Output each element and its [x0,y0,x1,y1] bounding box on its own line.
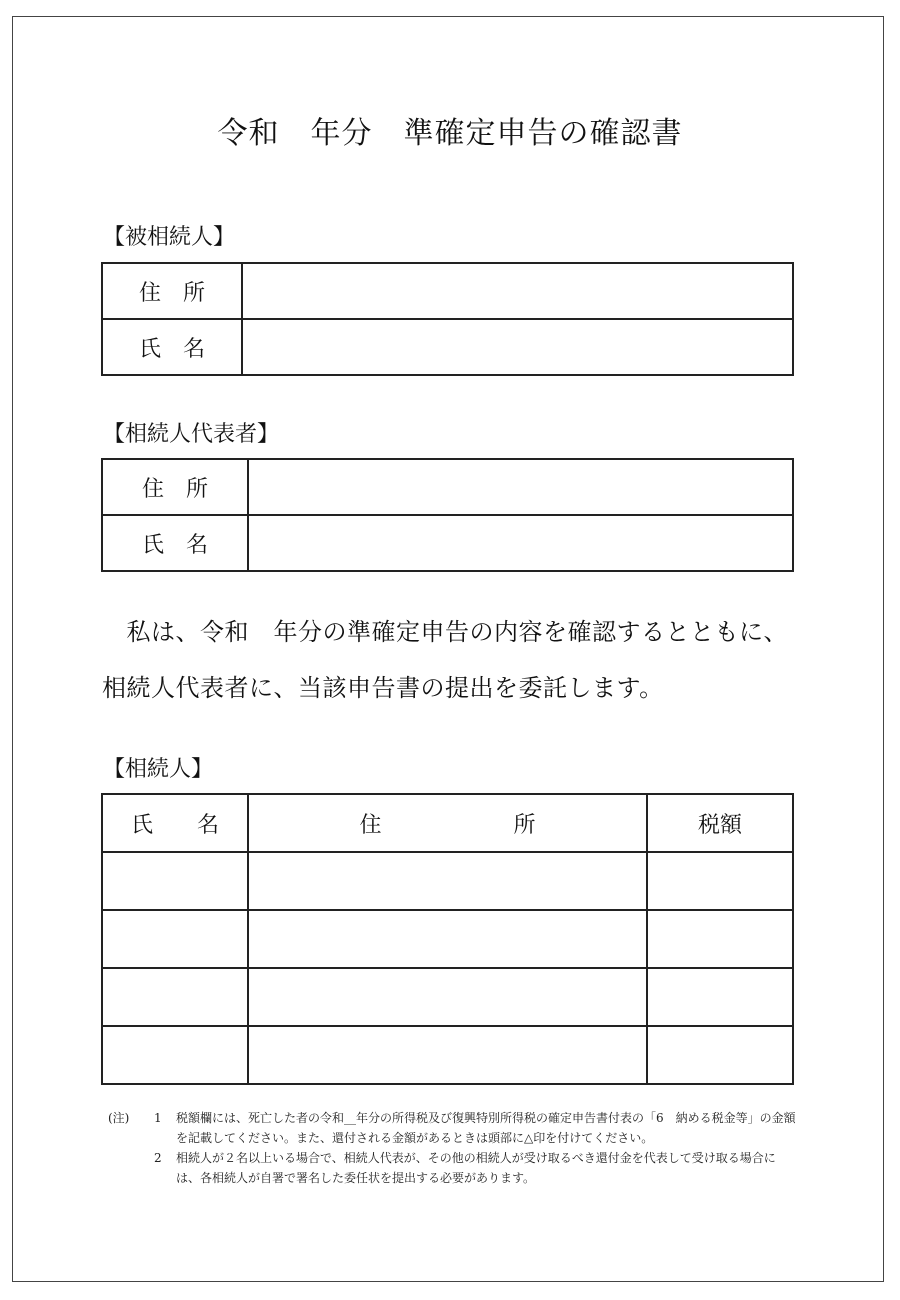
heirs-heading: 【相続人】 [103,757,214,782]
heir-address-cell[interactable] [248,968,647,1026]
decedent-address-field[interactable] [242,263,793,319]
decedent-address-row [102,263,793,319]
heirs-header-row [102,794,793,852]
statement-line-1: 私は、令和 年分の準確定申告の内容を確認するとともに、 [102,618,788,646]
heirs-name-header: 氏 名 [102,794,248,852]
decedent-name-label: 氏 名 [102,319,242,375]
statement-line-2: 相続人代表者に、当該申告書の提出を委託します。 [102,674,664,702]
representative-address-row [102,459,793,515]
decedent-name-row [102,319,793,375]
heir-tax-cell[interactable] [647,968,793,1026]
heirs-table [101,793,794,1085]
representative-name-row [102,515,793,571]
heirs-tax-header: 税額 [647,794,793,852]
note-item [108,1148,798,1188]
note-text: 相続人が２名以上いる場合で、相続人代表が、その他の相続人が受け取るべき還付金を代表して受け取る場合には、各相続人が自署で署名した委任状を提出する必要があります。 [176,1151,776,1185]
heir-tax-cell[interactable] [647,852,793,910]
heir-name-cell[interactable] [102,852,248,910]
heir-name-cell[interactable] [102,1026,248,1084]
heir-address-cell[interactable] [248,1026,647,1084]
heir-tax-cell[interactable] [647,910,793,968]
heir-tax-cell[interactable] [647,1026,793,1084]
table-row [102,910,793,968]
representative-address-label: 住 所 [102,459,248,515]
table-row [102,968,793,1026]
representative-table [101,458,794,572]
decedent-name-field[interactable] [242,319,793,375]
heir-name-cell[interactable] [102,968,248,1026]
note-number: 1 [154,1111,162,1125]
representative-address-field[interactable] [248,459,793,515]
notes-prefix: (注) [108,1111,134,1125]
document-page [12,16,884,1282]
table-row [102,852,793,910]
heir-address-cell[interactable] [248,852,647,910]
decedent-table [101,262,794,376]
decedent-address-label: 住 所 [102,263,242,319]
note-item [108,1108,798,1148]
heirs-address-header: 住 所 [248,794,647,852]
decedent-heading: 【被相続人】 [103,225,236,250]
representative-name-field[interactable] [248,515,793,571]
page-title: 令和 年分 準確定申告の確認書 [217,116,683,151]
heir-address-cell[interactable] [248,910,647,968]
note-text: 税額欄には、死亡した者の令和__年分の所得税及び復興特別所得税の確定申告書付表の「6 納める税金等」の金額を記載してください。また、還付される金額があるときは頭部に△印を付けてください。 [176,1111,796,1145]
representative-heading: 【相続人代表者】 [103,422,280,447]
table-row [102,1026,793,1084]
notes [108,1108,798,1188]
note-number: 2 [154,1151,162,1165]
representative-name-label: 氏 名 [102,515,248,571]
heir-name-cell[interactable] [102,910,248,968]
